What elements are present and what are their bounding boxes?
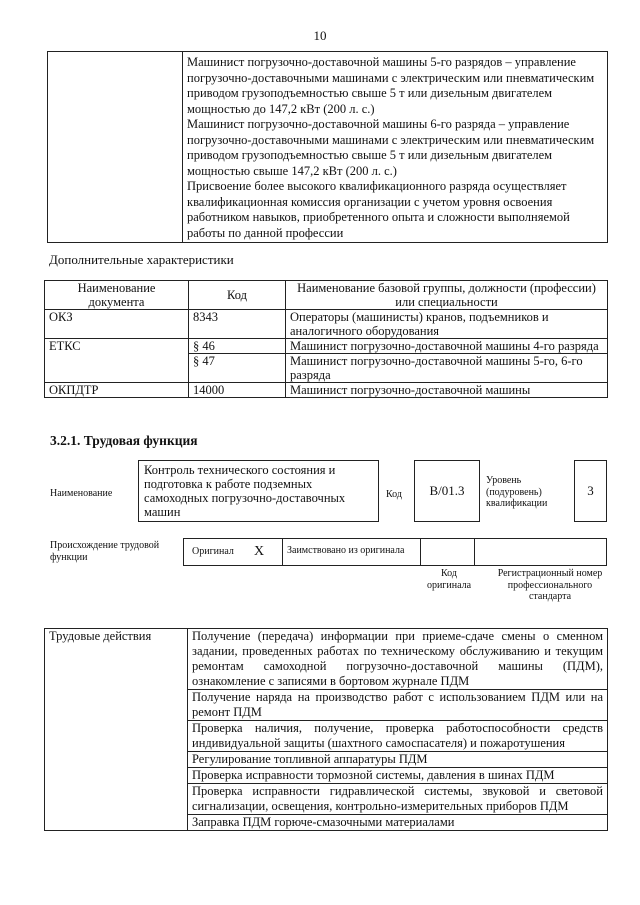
additional-table: [44, 280, 608, 398]
function-name-value: Контроль технического состояния и подготовка к работе подземных самоходных погрузочно-доставочных машин: [144, 463, 346, 519]
page-number: 10: [313, 28, 327, 43]
action-item: Получение (передача) информации при приеме-сдаче смены о сменном задании, проведенных работах по техническому обслуживанию и текущим ремонтам самоходной погрузочно-доставочной машины (ПДМ), ознакомление с записями в бортовом журнале ПДМ: [188, 629, 608, 690]
function-name-box: [138, 460, 379, 522]
cell-code: § 47: [189, 354, 286, 383]
continuation-table: [47, 51, 608, 243]
registration-box: [474, 538, 607, 566]
actions-label: Трудовые действия: [45, 629, 188, 831]
cell-doc: ОКПДТР: [45, 383, 189, 398]
cell-name: Машинист погрузочно-доставочной машины: [286, 383, 608, 398]
header-document: Наименование документа: [45, 281, 189, 310]
actions-table: [44, 628, 608, 831]
level-box: [574, 460, 607, 522]
qualification-text-cell: [183, 52, 608, 243]
original-label: Оригинал: [192, 546, 234, 557]
original-code-caption: Код оригинала: [426, 568, 472, 591]
origin-label: Происхождение трудовой функции: [50, 540, 160, 563]
registration-caption: Регистрационный номер профессионального стандарта: [497, 568, 603, 602]
header-code: Код: [189, 281, 286, 310]
empty-label-cell: [48, 52, 183, 243]
paragraph-grade6: Машинист погрузочно-доставочной машины 6-го разряда – управление погрузочно-доставочными машинами с электрическим или пневматическим приводом грузоподъемностью свыше 5 т или дизельным двигателем мощностью свыше 147,2 кВт (200 л. с.): [187, 117, 595, 178]
cell-doc: ЕТКС: [45, 339, 189, 383]
action-item: Проверка исправности гидравлической системы, звуковой и световой сигнализации, освещения, контрольно-измерительных приборов ПДМ: [188, 784, 608, 815]
section-heading: 3.2.1. Трудовая функция: [50, 433, 198, 448]
code-label: Код: [386, 489, 402, 500]
cell-doc: ОКЗ: [45, 310, 189, 339]
original-code-box: [420, 538, 475, 566]
paragraph-grade5: Машинист погрузочно-доставочной машины 5-го разрядов – управление погрузочно-доставочными машинами с электрическим или пневматическим приводом грузоподъемностью свыше 5 т или дизельным двигателем мощностью до 147,2 кВт (200 л. с.): [187, 55, 595, 116]
paragraph-promotion: Присвоение более высокого квалификационного разряда осуществляет квалификационная комиссия организации с учетом уровня освоения работником навыков, приобретенного опыта и сложности выполняемой работы по данной профессии: [187, 179, 570, 240]
level-value: 3: [587, 483, 594, 498]
cell-code: § 46: [189, 339, 286, 354]
original-box: [183, 538, 283, 566]
cell-name: Машинист погрузочно-доставочной машины 5-го, 6-го разряда: [286, 354, 608, 383]
header-name: Наименование базовой группы, должности (профессии) или специальности: [286, 281, 608, 310]
code-box: [414, 460, 480, 522]
table-row: [45, 383, 608, 398]
code-value: B/01.3: [429, 483, 465, 498]
cell-name: Операторы (машинисты) кранов, подъемников и аналогичного оборудования: [286, 310, 608, 339]
cell-code: 14000: [189, 383, 286, 398]
borrowed-box: [282, 538, 421, 566]
table-row: [45, 339, 608, 354]
additional-title: Дополнительные характеристики: [49, 252, 234, 267]
level-label: Уровень (подуровень) квалификации: [486, 475, 548, 509]
table-row: [45, 310, 608, 339]
cell-code: 8343: [189, 310, 286, 339]
borrowed-label: Заимствовано из оригинала: [287, 545, 405, 556]
action-item: Заправка ПДМ горюче-смазочными материалами: [188, 815, 608, 831]
table-row: [45, 629, 608, 690]
action-item: Регулирование топливной аппаратуры ПДМ: [188, 752, 608, 768]
action-item: Проверка исправности тормозной системы, давления в шинах ПДМ: [188, 768, 608, 784]
original-mark: X: [254, 544, 265, 559]
cell-name: Машинист погрузочно-доставочной машины 4-го разряда: [286, 339, 608, 354]
name-label: Наименование: [50, 488, 113, 499]
action-item: Проверка наличия, получение, проверка работоспособности средств индивидуальной защиты (шахтного самоспасателя) и пожаротушения: [188, 721, 608, 752]
action-item: Получение наряда на производство работ с использованием ПДМ или на ремонт ПДМ: [188, 690, 608, 721]
